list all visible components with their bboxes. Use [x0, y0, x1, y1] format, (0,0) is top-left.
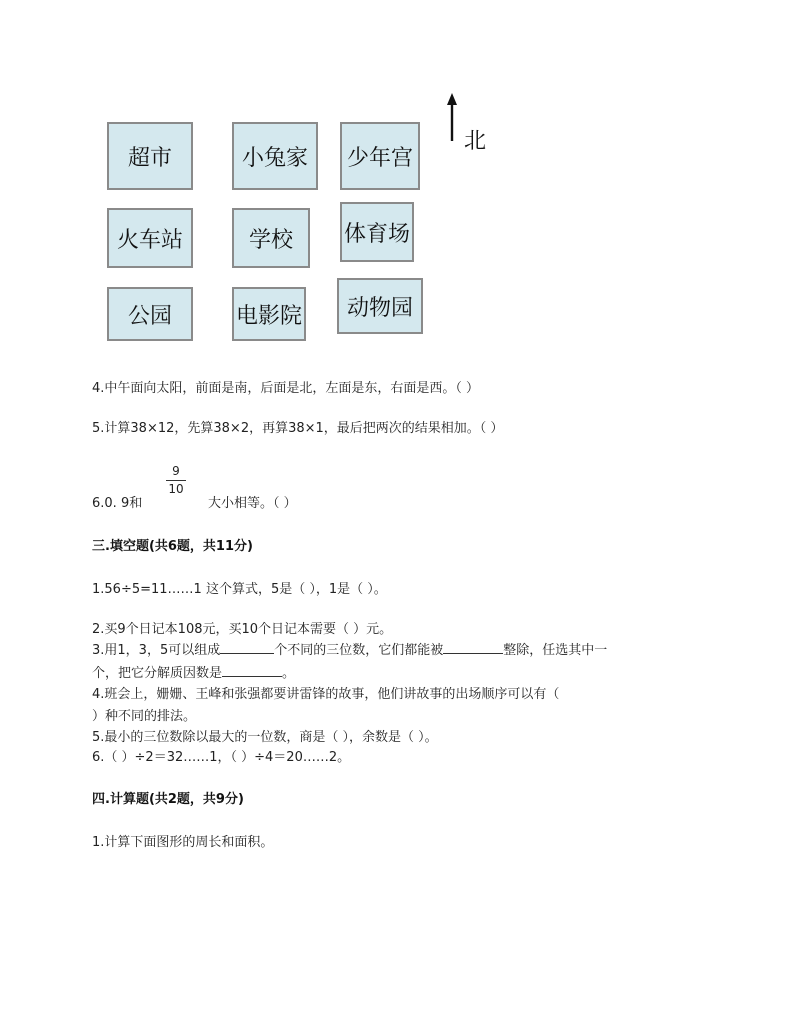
- map-place-park: 公园: [107, 287, 193, 341]
- fill-question-3-part-a: 3.用1，3，5可以组成: [92, 643, 221, 658]
- north-arrow-icon: [446, 93, 458, 141]
- fraction-numerator: 9: [172, 464, 180, 478]
- map-place-cinema: 电影院: [232, 287, 306, 341]
- judge-question-6-prefix: 6.0. 9和: [92, 496, 143, 511]
- fill-question-3-line-2: [92, 662, 295, 681]
- fill-question-5: 5.最小的三位数除以最大的一位数，商是（ ），余数是（ ）。: [92, 730, 438, 745]
- answer-blank[interactable]: [222, 664, 282, 677]
- fraction-bar: [166, 480, 186, 481]
- answer-blank[interactable]: [220, 641, 274, 654]
- section-4-heading: 四.计算题(共2题，共9分): [92, 792, 244, 807]
- fill-question-3-part-c: 整除，任选其中一: [503, 643, 608, 658]
- fill-question-2: 2.买9个日记本108元，买10个日记本需要（ ）元。: [92, 622, 393, 637]
- fill-question-4-line-1: 4.班会上，姗姗、王峰和张强都要讲雷锋的故事，他们讲故事的出场顺序可以有（: [92, 687, 560, 702]
- map-place-youth-palace: 少年宫: [340, 122, 420, 190]
- fill-question-4-line-2: ）种不同的排法。: [92, 709, 197, 724]
- map-place-supermarket: 超市: [107, 122, 193, 190]
- fill-question-3-part-b: 个不同的三位数，它们都能被: [274, 643, 444, 658]
- fill-question-6: 6.（ ）÷2＝32……1，（ ）÷4＝20……2。: [92, 750, 351, 765]
- fill-question-1: 1.56÷5=11……1 这个算式，5是（ ），1是（ ）。: [92, 582, 387, 597]
- map-place-stadium: 体育场: [340, 202, 414, 262]
- answer-blank[interactable]: [443, 641, 503, 654]
- judge-question-5: 5.计算38×12，先算38×2，再算38×1，最后把两次的结果相加。（ ）: [92, 421, 504, 436]
- section-3-heading: 三.填空题(共6题，共11分): [92, 539, 253, 554]
- map-place-school: 学校: [232, 208, 310, 268]
- map-place-rabbit-home: 小兔家: [232, 122, 318, 190]
- fraction-denominator: 10: [168, 482, 184, 496]
- fraction-nine-tenths: [166, 464, 186, 497]
- calc-question-1: 1.计算下面图形的周长和面积。: [92, 835, 274, 850]
- fill-question-3-line-1: [92, 639, 607, 658]
- judge-question-6-suffix: 大小相等。（ ）: [208, 496, 297, 511]
- map-place-zoo: 动物园: [337, 278, 423, 334]
- map-place-train-station: 火车站: [107, 208, 193, 268]
- north-label: 北: [464, 129, 487, 154]
- fill-question-3-part-e: 。: [282, 666, 296, 681]
- judge-question-4: 4.中午面向太阳，前面是南，后面是北，左面是东，右面是西。（ ）: [92, 381, 480, 396]
- fill-question-3-part-d: 个，把它分解质因数是: [92, 666, 223, 681]
